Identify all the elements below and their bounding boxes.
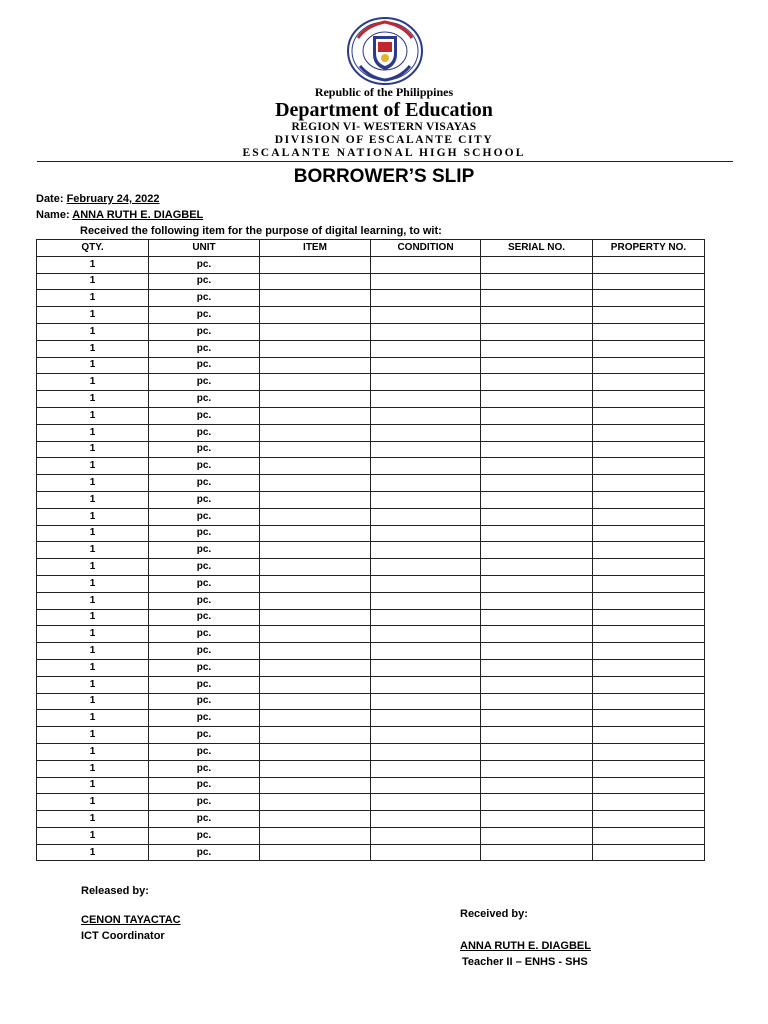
qty-cell: 1 xyxy=(37,340,149,357)
condition-cell xyxy=(371,575,481,592)
released-by-name xyxy=(81,914,181,926)
condition-cell xyxy=(371,441,481,458)
table-row xyxy=(37,441,705,458)
serial-cell xyxy=(481,559,593,576)
property-cell xyxy=(593,760,705,777)
col-item-header: ITEM xyxy=(260,240,371,257)
condition-cell xyxy=(371,256,481,273)
serial-cell xyxy=(481,491,593,508)
division-line: DIVISION OF ESCALANTE CITY xyxy=(274,134,494,146)
table-row xyxy=(37,273,705,290)
condition-cell xyxy=(371,659,481,676)
serial-cell xyxy=(481,575,593,592)
item-cell xyxy=(260,323,371,340)
item-cell xyxy=(260,592,371,609)
property-cell xyxy=(593,592,705,609)
property-cell xyxy=(593,374,705,391)
serial-cell xyxy=(481,760,593,777)
property-cell xyxy=(593,256,705,273)
condition-cell xyxy=(371,458,481,475)
serial-cell xyxy=(481,676,593,693)
qty-cell: 1 xyxy=(37,693,149,710)
property-cell xyxy=(593,391,705,408)
property-cell xyxy=(593,357,705,374)
item-cell xyxy=(260,743,371,760)
serial-cell xyxy=(481,609,593,626)
condition-cell xyxy=(371,693,481,710)
received-by-position: Teacher II – ENHS - SHS xyxy=(462,956,588,968)
qty-cell: 1 xyxy=(37,374,149,391)
condition-cell xyxy=(371,811,481,828)
serial-cell xyxy=(481,592,593,609)
table-row xyxy=(37,727,705,744)
unit-cell: pc. xyxy=(149,525,260,542)
item-cell xyxy=(260,559,371,576)
unit-cell: pc. xyxy=(149,743,260,760)
serial-cell xyxy=(481,777,593,794)
unit-cell: pc. xyxy=(149,676,260,693)
property-cell xyxy=(593,659,705,676)
qty-cell: 1 xyxy=(37,777,149,794)
col-condition-header: CONDITION xyxy=(371,240,481,257)
item-cell xyxy=(260,475,371,492)
serial-cell xyxy=(481,626,593,643)
slip-title: BORROWER’S SLIP xyxy=(293,166,475,187)
item-cell xyxy=(260,357,371,374)
date-field xyxy=(36,193,160,205)
condition-cell xyxy=(371,273,481,290)
condition-cell xyxy=(371,475,481,492)
item-cell xyxy=(260,710,371,727)
serial-cell xyxy=(481,256,593,273)
serial-cell xyxy=(481,357,593,374)
serial-cell xyxy=(481,508,593,525)
qty-cell: 1 xyxy=(37,827,149,844)
item-cell xyxy=(260,777,371,794)
unit-cell: pc. xyxy=(149,811,260,828)
table-row xyxy=(37,693,705,710)
table-row xyxy=(37,643,705,660)
qty-cell: 1 xyxy=(37,542,149,559)
qty-cell: 1 xyxy=(37,391,149,408)
condition-cell xyxy=(371,727,481,744)
table-row xyxy=(37,659,705,676)
qty-cell: 1 xyxy=(37,727,149,744)
serial-cell xyxy=(481,693,593,710)
property-cell xyxy=(593,542,705,559)
condition-cell xyxy=(371,777,481,794)
received-by-label: Received by: xyxy=(460,908,528,920)
item-cell xyxy=(260,626,371,643)
table-row xyxy=(37,676,705,693)
serial-cell xyxy=(481,643,593,660)
item-cell xyxy=(260,424,371,441)
item-cell xyxy=(260,659,371,676)
condition-cell xyxy=(371,391,481,408)
serial-cell xyxy=(481,475,593,492)
qty-cell: 1 xyxy=(37,643,149,660)
property-cell xyxy=(593,475,705,492)
item-cell xyxy=(260,542,371,559)
unit-cell: pc. xyxy=(149,323,260,340)
department-title: Department of Education xyxy=(275,99,493,121)
col-property-header: PROPERTY NO. xyxy=(593,240,705,257)
unit-cell: pc. xyxy=(149,424,260,441)
condition-cell xyxy=(371,592,481,609)
condition-cell xyxy=(371,760,481,777)
serial-cell xyxy=(481,374,593,391)
property-cell xyxy=(593,407,705,424)
condition-cell xyxy=(371,710,481,727)
condition-cell xyxy=(371,491,481,508)
property-cell xyxy=(593,710,705,727)
property-cell xyxy=(593,794,705,811)
released-by-label: Released by: xyxy=(81,885,149,897)
unit-cell: pc. xyxy=(149,727,260,744)
condition-cell xyxy=(371,374,481,391)
table-row xyxy=(37,794,705,811)
table-header-row xyxy=(37,240,705,257)
table-row xyxy=(37,760,705,777)
intro-text: Received the following item for the purpose of digital learning, to wit: xyxy=(80,225,442,237)
table-row xyxy=(37,323,705,340)
qty-cell: 1 xyxy=(37,458,149,475)
serial-cell xyxy=(481,407,593,424)
unit-cell: pc. xyxy=(149,491,260,508)
released-by-name-text: CENON TAYACTAC xyxy=(81,914,181,926)
condition-cell xyxy=(371,424,481,441)
unit-cell: pc. xyxy=(149,559,260,576)
property-cell xyxy=(593,307,705,324)
republic-line: Republic of the Philippines xyxy=(314,85,454,99)
property-cell xyxy=(593,491,705,508)
date-value: February 24, 2022 xyxy=(66,193,160,205)
qty-cell: 1 xyxy=(37,441,149,458)
item-cell xyxy=(260,407,371,424)
property-cell xyxy=(593,811,705,828)
serial-cell xyxy=(481,424,593,441)
condition-cell xyxy=(371,676,481,693)
property-cell xyxy=(593,827,705,844)
item-cell xyxy=(260,508,371,525)
property-cell xyxy=(593,693,705,710)
item-cell xyxy=(260,441,371,458)
unit-cell: pc. xyxy=(149,693,260,710)
unit-cell: pc. xyxy=(149,777,260,794)
property-cell xyxy=(593,559,705,576)
unit-cell: pc. xyxy=(149,659,260,676)
serial-cell xyxy=(481,827,593,844)
item-cell xyxy=(260,794,371,811)
condition-cell xyxy=(371,743,481,760)
item-cell xyxy=(260,491,371,508)
item-cell xyxy=(260,340,371,357)
property-cell xyxy=(593,290,705,307)
property-cell xyxy=(593,273,705,290)
qty-cell: 1 xyxy=(37,609,149,626)
qty-cell: 1 xyxy=(37,357,149,374)
serial-cell xyxy=(481,794,593,811)
table-row xyxy=(37,743,705,760)
unit-cell: pc. xyxy=(149,626,260,643)
item-cell xyxy=(260,609,371,626)
qty-cell: 1 xyxy=(37,592,149,609)
unit-cell: pc. xyxy=(149,391,260,408)
condition-cell xyxy=(371,357,481,374)
qty-cell: 1 xyxy=(37,676,149,693)
qty-cell: 1 xyxy=(37,575,149,592)
property-cell xyxy=(593,424,705,441)
condition-cell xyxy=(371,643,481,660)
qty-cell: 1 xyxy=(37,273,149,290)
table-row xyxy=(37,391,705,408)
qty-cell: 1 xyxy=(37,307,149,324)
serial-cell xyxy=(481,290,593,307)
property-cell xyxy=(593,844,705,861)
condition-cell xyxy=(371,626,481,643)
items-table xyxy=(36,239,705,861)
serial-cell xyxy=(481,659,593,676)
item-cell xyxy=(260,676,371,693)
qty-cell: 1 xyxy=(37,323,149,340)
condition-cell xyxy=(371,827,481,844)
table-row xyxy=(37,475,705,492)
qty-cell: 1 xyxy=(37,743,149,760)
serial-cell xyxy=(481,458,593,475)
unit-cell: pc. xyxy=(149,643,260,660)
unit-cell: pc. xyxy=(149,374,260,391)
name-label: Name: xyxy=(36,209,70,221)
property-cell xyxy=(593,575,705,592)
table-row xyxy=(37,491,705,508)
item-cell xyxy=(260,811,371,828)
qty-cell: 1 xyxy=(37,626,149,643)
unit-cell: pc. xyxy=(149,441,260,458)
qty-cell: 1 xyxy=(37,407,149,424)
serial-cell xyxy=(481,391,593,408)
property-cell xyxy=(593,643,705,660)
serial-cell xyxy=(481,727,593,744)
table-row xyxy=(37,458,705,475)
table-row xyxy=(37,508,705,525)
table-row xyxy=(37,844,705,861)
qty-cell: 1 xyxy=(37,710,149,727)
item-cell xyxy=(260,256,371,273)
property-cell xyxy=(593,609,705,626)
property-cell xyxy=(593,743,705,760)
col-serial-header: SERIAL NO. xyxy=(481,240,593,257)
table-row xyxy=(37,592,705,609)
property-cell xyxy=(593,777,705,794)
condition-cell xyxy=(371,340,481,357)
table-row xyxy=(37,626,705,643)
serial-cell xyxy=(481,743,593,760)
qty-cell: 1 xyxy=(37,508,149,525)
unit-cell: pc. xyxy=(149,827,260,844)
table-row xyxy=(37,407,705,424)
qty-cell: 1 xyxy=(37,525,149,542)
item-cell xyxy=(260,844,371,861)
item-cell xyxy=(260,760,371,777)
table-row xyxy=(37,777,705,794)
item-cell xyxy=(260,643,371,660)
condition-cell xyxy=(371,559,481,576)
serial-cell xyxy=(481,340,593,357)
qty-cell: 1 xyxy=(37,424,149,441)
table-row xyxy=(37,542,705,559)
serial-cell xyxy=(481,811,593,828)
item-cell xyxy=(260,575,371,592)
table-row xyxy=(37,609,705,626)
item-cell xyxy=(260,693,371,710)
property-cell xyxy=(593,626,705,643)
unit-cell: pc. xyxy=(149,575,260,592)
property-cell xyxy=(593,525,705,542)
qty-cell: 1 xyxy=(37,290,149,307)
table-row xyxy=(37,710,705,727)
property-cell xyxy=(593,458,705,475)
unit-cell: pc. xyxy=(149,710,260,727)
unit-cell: pc. xyxy=(149,290,260,307)
table-row xyxy=(37,811,705,828)
item-cell xyxy=(260,727,371,744)
col-qty-header: QTY. xyxy=(37,240,149,257)
property-cell xyxy=(593,323,705,340)
unit-cell: pc. xyxy=(149,407,260,424)
table-row xyxy=(37,525,705,542)
item-cell xyxy=(260,458,371,475)
deped-seal-logo xyxy=(346,16,424,86)
received-by-name xyxy=(460,940,591,952)
table-row xyxy=(37,357,705,374)
condition-cell xyxy=(371,794,481,811)
qty-cell: 1 xyxy=(37,811,149,828)
serial-cell xyxy=(481,710,593,727)
condition-cell xyxy=(371,307,481,324)
unit-cell: pc. xyxy=(149,592,260,609)
table-row xyxy=(37,256,705,273)
condition-cell xyxy=(371,290,481,307)
table-row xyxy=(37,424,705,441)
col-unit-header: UNIT xyxy=(149,240,260,257)
table-row xyxy=(37,340,705,357)
item-cell xyxy=(260,273,371,290)
header-divider xyxy=(37,161,733,162)
item-cell xyxy=(260,525,371,542)
qty-cell: 1 xyxy=(37,760,149,777)
property-cell xyxy=(593,340,705,357)
released-by-position: ICT Coordinator xyxy=(81,930,165,942)
serial-cell xyxy=(481,844,593,861)
condition-cell xyxy=(371,542,481,559)
property-cell xyxy=(593,441,705,458)
serial-cell xyxy=(481,525,593,542)
unit-cell: pc. xyxy=(149,307,260,324)
condition-cell xyxy=(371,508,481,525)
received-by-name-text: ANNA RUTH E. DIAGBEL xyxy=(460,940,591,952)
serial-cell xyxy=(481,307,593,324)
qty-cell: 1 xyxy=(37,659,149,676)
condition-cell xyxy=(371,525,481,542)
property-cell xyxy=(593,727,705,744)
date-label: Date: xyxy=(36,193,64,205)
unit-cell: pc. xyxy=(149,794,260,811)
property-cell xyxy=(593,676,705,693)
property-cell xyxy=(593,508,705,525)
unit-cell: pc. xyxy=(149,844,260,861)
qty-cell: 1 xyxy=(37,256,149,273)
qty-cell: 1 xyxy=(37,794,149,811)
item-cell xyxy=(260,307,371,324)
unit-cell: pc. xyxy=(149,508,260,525)
qty-cell: 1 xyxy=(37,475,149,492)
table-row xyxy=(37,290,705,307)
serial-cell xyxy=(481,441,593,458)
qty-cell: 1 xyxy=(37,491,149,508)
region-line: REGION VI- WESTERN VISAYAS xyxy=(291,121,477,133)
serial-cell xyxy=(481,542,593,559)
table-row xyxy=(37,374,705,391)
unit-cell: pc. xyxy=(149,760,260,777)
condition-cell xyxy=(371,323,481,340)
unit-cell: pc. xyxy=(149,458,260,475)
item-cell xyxy=(260,290,371,307)
table-row xyxy=(37,307,705,324)
table-body xyxy=(37,256,705,861)
unit-cell: pc. xyxy=(149,256,260,273)
serial-cell xyxy=(481,273,593,290)
unit-cell: pc. xyxy=(149,609,260,626)
serial-cell xyxy=(481,323,593,340)
unit-cell: pc. xyxy=(149,273,260,290)
unit-cell: pc. xyxy=(149,357,260,374)
table-row xyxy=(37,559,705,576)
condition-cell xyxy=(371,407,481,424)
condition-cell xyxy=(371,844,481,861)
item-cell xyxy=(260,391,371,408)
table-row xyxy=(37,575,705,592)
qty-cell: 1 xyxy=(37,559,149,576)
item-cell xyxy=(260,827,371,844)
school-line: ESCALANTE NATIONAL HIGH SCHOOL xyxy=(242,147,526,159)
name-field xyxy=(36,209,203,221)
unit-cell: pc. xyxy=(149,542,260,559)
condition-cell xyxy=(371,609,481,626)
table-row xyxy=(37,827,705,844)
name-value: ANNA RUTH E. DIAGBEL xyxy=(72,209,204,221)
item-cell xyxy=(260,374,371,391)
unit-cell: pc. xyxy=(149,340,260,357)
qty-cell: 1 xyxy=(37,844,149,861)
unit-cell: pc. xyxy=(149,475,260,492)
